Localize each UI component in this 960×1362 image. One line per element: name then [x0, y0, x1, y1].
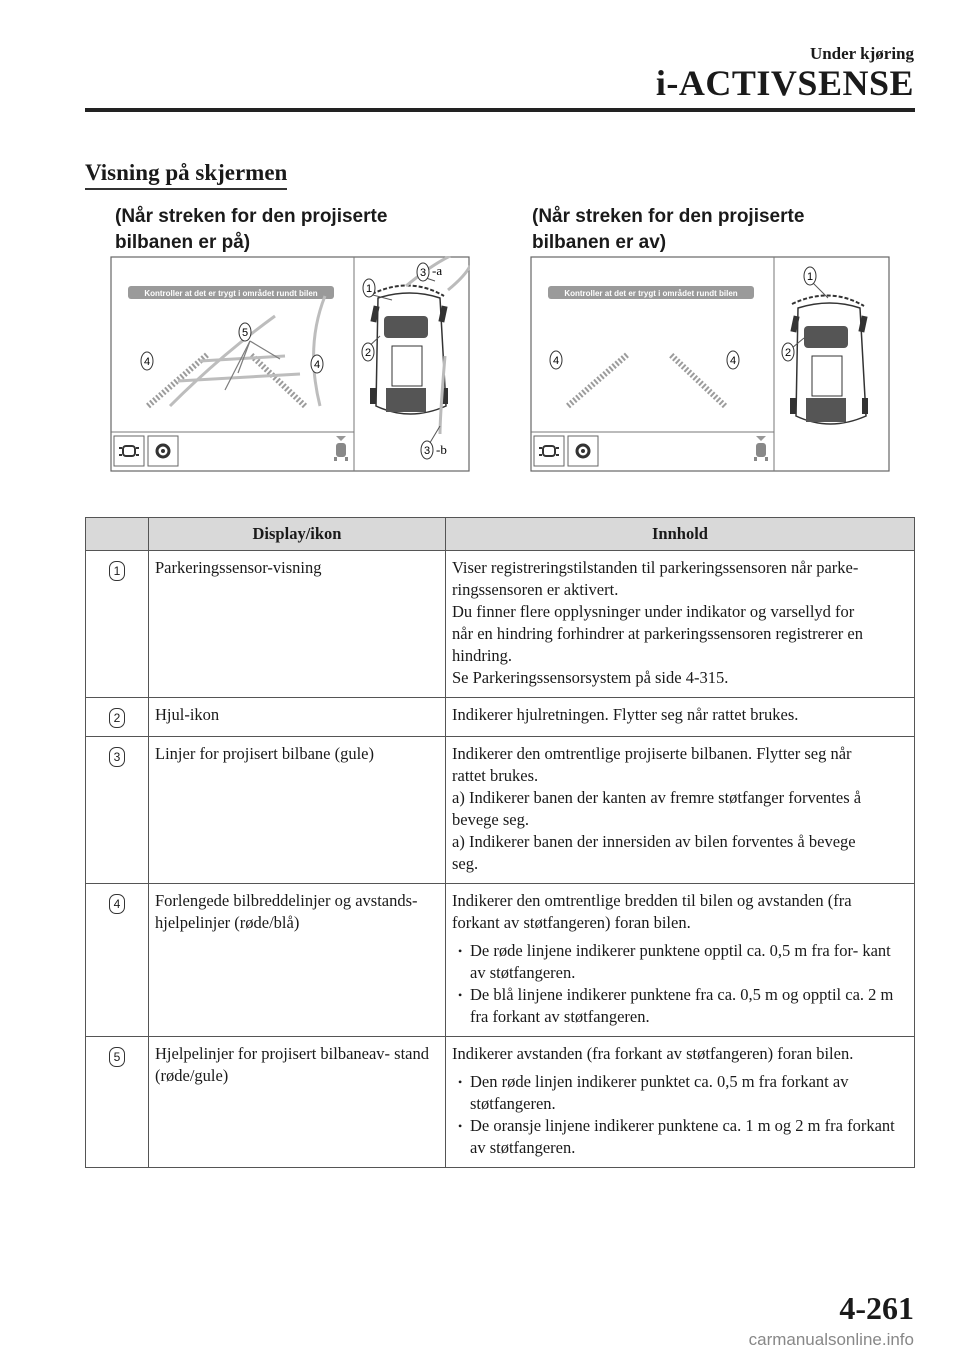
- row-content: [446, 884, 915, 1037]
- svg-text:3: 3: [423, 445, 431, 457]
- page-number: 4-261: [839, 1290, 914, 1326]
- row-number-badge: 2: [109, 708, 125, 728]
- row-bullet-item: • Den røde linjen indikerer punktet ca. 0,5 m fra forkant av støtfangeren.: [452, 1071, 908, 1115]
- callout-2-left: [362, 343, 374, 361]
- table-header-icon: Display/ikon: [149, 518, 446, 551]
- row-content-line: når en hindring forhindrer at parkeringssensoren registrerer en: [452, 624, 863, 643]
- row-content-line: hindring.: [452, 646, 513, 665]
- callout-1-left: [363, 279, 375, 297]
- row-content: [446, 1037, 915, 1168]
- row-content-line: a) Indikerer banen der innersiden av bilen forventes å bevege: [452, 832, 856, 851]
- row-content-line: Se Parkeringssensorsystem på side 4-315.: [452, 668, 729, 687]
- row-content-line: a) Indikerer banen der kanten av fremre støtfanger forventes å: [452, 788, 862, 807]
- screen-diagram-lines-off: [530, 256, 890, 472]
- watermark: carmanualsonline.info: [748, 1330, 914, 1349]
- callout-4-right: [727, 351, 739, 369]
- row-display-icon: Linjer for projisert bilbane (gule): [149, 737, 446, 884]
- table-header-content: Innhold: [446, 518, 915, 551]
- callout-2-right: [782, 343, 794, 361]
- row-content: [446, 737, 915, 884]
- table-header-row: [86, 518, 915, 551]
- row-content-line: bevege seg.: [452, 810, 529, 829]
- row-display-icon: Forlengede bilbreddelinjer og avstands- hjelpelinjer (røde/blå): [149, 884, 446, 1037]
- row-content-line: ringssensoren er aktivert.: [452, 580, 619, 599]
- row-number-badge: 3: [109, 747, 125, 767]
- header-chapter: i-ACTIVSENSE: [655, 63, 914, 103]
- row-content-line: Indikerer hjulretningen. Flytter seg når rattet brukes.: [452, 705, 799, 724]
- svg-text:2: 2: [364, 347, 372, 359]
- row-number-badge: 1: [109, 561, 125, 581]
- row-number: [86, 884, 149, 1037]
- svg-text:1: 1: [365, 283, 373, 295]
- table-header-num: [86, 518, 149, 551]
- svg-text:-a: -a: [432, 263, 443, 278]
- row-content-line: seg.: [452, 854, 479, 873]
- row-bullet-list: [452, 1071, 908, 1159]
- row-content: [446, 698, 915, 737]
- top-view-car: [370, 293, 448, 414]
- screen-diagram-lines-on: [110, 256, 470, 472]
- warning-banner-text: Kontroller at det er trygt i området rundt bilen: [144, 289, 318, 298]
- row-number: [86, 551, 149, 698]
- row-number-badge: 5: [109, 1047, 125, 1067]
- callout-1-right: [804, 267, 816, 285]
- callout-4-left: [141, 352, 153, 370]
- table-row: [86, 1037, 915, 1168]
- caption-left-line1: (Når streken for den projiserte: [115, 206, 388, 227]
- table-row: [86, 884, 915, 1037]
- row-number-badge: 4: [109, 894, 125, 914]
- table-row: [86, 698, 915, 737]
- callout-4-right: [311, 355, 323, 373]
- row-bullet-item: • De røde linjene indikerer punktene opptil ca. 0,5 m fra for- kant av støtfangeren.: [452, 940, 908, 984]
- row-content-line: Viser registreringstilstanden til parkeringssensoren når parke-: [452, 558, 859, 577]
- svg-text:4: 4: [143, 356, 151, 368]
- row-number: [86, 1037, 149, 1168]
- row-content-line: forkant av støtfangeren) foran bilen.: [452, 913, 691, 932]
- caption-left: [115, 204, 445, 256]
- row-content-line: rattet brukes.: [452, 766, 539, 785]
- svg-text:5: 5: [241, 327, 249, 339]
- section-title: Visning på skjermen: [85, 160, 287, 190]
- svg-text:4: 4: [313, 359, 321, 371]
- info-table: [85, 517, 915, 1168]
- row-content-line: Indikerer avstanden (fra forkant av støtfangeren) foran bilen.: [452, 1044, 854, 1063]
- table-row: [86, 551, 915, 698]
- row-display-icon: Hjul-ikon: [149, 698, 446, 737]
- caption-right-line1: (Når streken for den projiserte: [532, 206, 805, 227]
- row-bullet-item: • De oransje linjene indikerer punktene ca. 1 m og 2 m fra forkant av støtfangeren.: [452, 1115, 908, 1159]
- row-content-line: Indikerer den omtrentlige projiserte bilbanen. Flytter seg når: [452, 744, 852, 763]
- caption-right-line2: bilbanen er av): [532, 232, 667, 253]
- row-display-icon: Hjelpelinjer for projisert bilbaneav- stand (røde/gule): [149, 1037, 446, 1168]
- camera-view-icon: [114, 436, 144, 466]
- row-number: [86, 698, 149, 737]
- callout-4-left: [550, 351, 562, 369]
- row-content-line: Indikerer den omtrentlige bredden til bilen og avstanden (fra: [452, 891, 852, 910]
- svg-text:2: 2: [784, 347, 792, 359]
- svg-text:4: 4: [552, 355, 560, 367]
- svg-text:-b: -b: [436, 442, 447, 457]
- row-content-line: Du finner flere opplysninger under indikator og varsellyd for: [452, 602, 855, 621]
- row-display-icon: Parkeringssensor-visning: [149, 551, 446, 698]
- warning-banner-text: Kontroller at det er trygt i området rundt bilen: [564, 289, 738, 298]
- header-rule: [85, 108, 915, 112]
- header-section: Under kjøring: [809, 44, 914, 63]
- table-row: [86, 737, 915, 884]
- svg-text:1: 1: [806, 271, 814, 283]
- caption-left-line2: bilbanen er på): [115, 232, 251, 253]
- callout-5: [239, 323, 251, 341]
- row-bullet-item: • De blå linjene indikerer punktene fra ca. 0,5 m og opptil ca. 2 m fra forkant av støtfangeren.: [452, 984, 908, 1028]
- svg-text:4: 4: [729, 355, 737, 367]
- row-number: [86, 737, 149, 884]
- camera-view-icon: [534, 436, 564, 466]
- caption-right: [532, 204, 862, 256]
- row-content: [446, 551, 915, 698]
- svg-text:3: 3: [419, 267, 427, 279]
- top-view-car: [790, 303, 868, 424]
- row-bullet-list: [452, 940, 908, 1028]
